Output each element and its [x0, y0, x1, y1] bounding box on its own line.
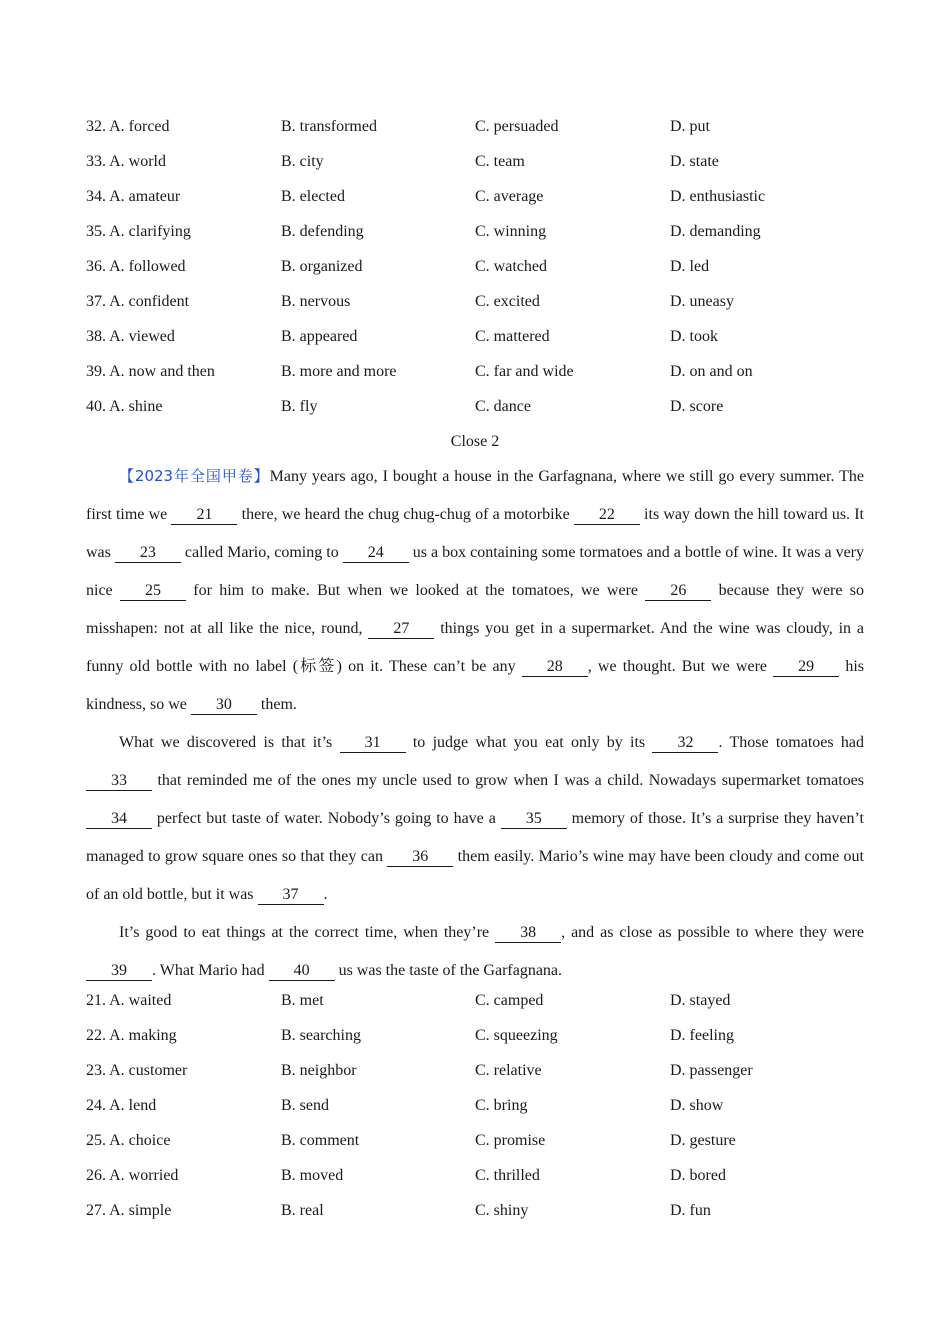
- option-choice: D. bored: [670, 1167, 726, 1184]
- section-title: Close 2: [450, 433, 500, 450]
- answer-blank: 22: [574, 506, 640, 525]
- passage-text: to judge what you eat only by its: [405, 734, 653, 751]
- option-choice: D. state: [670, 153, 719, 170]
- option-choice: D. demanding: [670, 223, 761, 240]
- option-choice: C. thrilled: [475, 1167, 540, 1184]
- option-choice: B. appeared: [281, 328, 358, 345]
- option-row: [86, 222, 866, 257]
- option-row: [86, 327, 866, 362]
- passage-text: . Those tomatoes had: [718, 734, 864, 751]
- option-row: [86, 187, 866, 222]
- option-choice: B. defending: [281, 223, 364, 240]
- passage-text: What we discovered is that it’s: [119, 734, 340, 751]
- top-options-table: [86, 117, 866, 432]
- passage-text: It’s good to eat things at the correct time, when they’re: [119, 924, 496, 941]
- source-tag: 【2023年全国甲卷】: [119, 467, 270, 485]
- answer-blank: 35: [501, 810, 567, 829]
- option-choice: C. squeezing: [475, 1027, 558, 1044]
- bottom-options-table: [86, 991, 866, 1236]
- option-choice: C. persuaded: [475, 118, 559, 135]
- option-choice: B. searching: [281, 1027, 361, 1044]
- option-choice: D. score: [670, 398, 724, 415]
- option-choice: 24. A. lend: [86, 1097, 157, 1114]
- option-row: [86, 1201, 866, 1236]
- answer-blank: 29: [773, 658, 839, 677]
- option-choice: B. comment: [281, 1132, 360, 1149]
- option-choice: C. camped: [475, 992, 544, 1009]
- option-choice: C. dance: [475, 398, 531, 415]
- option-row: [86, 257, 866, 292]
- option-choice: D. uneasy: [670, 293, 734, 310]
- option-choice: C. shiny: [475, 1202, 529, 1219]
- answer-blank: 39: [86, 962, 152, 981]
- answer-blank: 21: [171, 506, 237, 525]
- passage-text: his kindness, so we: [86, 658, 865, 713]
- option-choice: C. excited: [475, 293, 540, 310]
- option-choice: C. mattered: [475, 328, 550, 345]
- passage-text: us was the taste of the Garfagnana.: [334, 962, 563, 979]
- passage-text: , and as close as possible to where they were: [561, 924, 864, 941]
- option-choice: D. on and on: [670, 363, 753, 380]
- option-choice: D. enthusiastic: [670, 188, 766, 205]
- option-row: [86, 292, 866, 327]
- passage-text: them easily. Mario’s wine may have been cloudy and come out of an old bottle, but it was: [86, 848, 864, 903]
- option-row: [86, 362, 866, 397]
- option-choice: D. passenger: [670, 1062, 753, 1079]
- passage-text: perfect but taste of water. Nobody’s going to have a: [152, 810, 501, 827]
- option-choice: B. moved: [281, 1167, 344, 1184]
- option-row: [86, 397, 866, 432]
- option-choice: 22. A. making: [86, 1027, 177, 1044]
- option-choice: D. led: [670, 258, 710, 275]
- option-row: [86, 1166, 866, 1201]
- answer-blank: 27: [368, 620, 434, 639]
- option-choice: C. bring: [475, 1097, 528, 1114]
- answer-blank: 36: [387, 848, 453, 867]
- answer-blank: 24: [343, 544, 409, 563]
- passage-text: .: [323, 886, 328, 903]
- option-choice: B. city: [281, 153, 324, 170]
- passage-text: called Mario, coming to: [180, 544, 343, 561]
- passage-text: Many years ago, I bought a house in the Garfagnana, where we still go every summer. The first time we: [86, 468, 864, 523]
- option-choice: C. average: [475, 188, 544, 205]
- passage-text: there, we heard the chug chug-chug of a motorbike: [237, 506, 574, 523]
- passage-paragraph-1: [86, 457, 864, 724]
- option-choice: B. real: [281, 1202, 324, 1219]
- option-choice: 25. A. choice: [86, 1132, 171, 1149]
- option-choice: 21. A. waited: [86, 992, 172, 1009]
- option-choice: D. took: [670, 328, 718, 345]
- option-choice: B. transformed: [281, 118, 377, 135]
- option-choice: B. met: [281, 992, 324, 1009]
- passage-text: . What Mario had: [152, 962, 269, 979]
- answer-blank: 30: [191, 696, 257, 715]
- option-choice: D. stayed: [670, 992, 731, 1009]
- option-choice: 35. A. clarifying: [86, 223, 191, 240]
- passage-paragraph-2: [86, 724, 864, 914]
- answer-blank: 38: [495, 924, 561, 943]
- passage-text: because they were so misshapen: not at all like the nice, round,: [86, 582, 865, 637]
- option-choice: 32. A. forced: [86, 118, 170, 135]
- answer-blank: 33: [86, 772, 152, 791]
- option-row: [86, 1026, 866, 1061]
- option-choice: 26. A. worried: [86, 1167, 179, 1184]
- answer-blank: 25: [120, 582, 186, 601]
- option-choice: 33. A. world: [86, 153, 166, 170]
- passage-text: them.: [256, 696, 297, 713]
- option-choice: B. neighbor: [281, 1062, 357, 1079]
- option-choice: C. winning: [475, 223, 547, 240]
- option-choice: 23. A. customer: [86, 1062, 188, 1079]
- option-choice: C. team: [475, 153, 525, 170]
- passage: [86, 457, 864, 990]
- passage-text: memory of those. It’s a surprise they haven’t managed to grow square ones so that they can: [86, 810, 865, 865]
- option-choice: B. nervous: [281, 293, 351, 310]
- option-choice: B. fly: [281, 398, 318, 415]
- option-choice: D. put: [670, 118, 710, 135]
- option-choice: 38. A. viewed: [86, 328, 175, 345]
- option-choice: C. far and wide: [475, 363, 574, 380]
- option-choice: D. fun: [670, 1202, 711, 1219]
- option-row: [86, 991, 866, 1026]
- option-choice: 40. A. shine: [86, 398, 163, 415]
- option-choice: B. more and more: [281, 363, 397, 380]
- option-row: [86, 1061, 866, 1096]
- option-choice: C. relative: [475, 1062, 542, 1079]
- option-choice: C. promise: [475, 1132, 546, 1149]
- passage-paragraph-3: [86, 914, 864, 990]
- option-choice: B. elected: [281, 188, 345, 205]
- option-choice: D. gesture: [670, 1132, 736, 1149]
- option-choice: D. show: [670, 1097, 724, 1114]
- option-row: [86, 1096, 866, 1131]
- answer-blank: 31: [340, 734, 406, 753]
- option-choice: C. watched: [475, 258, 547, 275]
- option-choice: D. feeling: [670, 1027, 734, 1044]
- option-choice: 39. A. now and then: [86, 363, 215, 380]
- answer-blank: 34: [86, 810, 152, 829]
- option-row: [86, 152, 866, 187]
- answer-blank: 28: [522, 658, 588, 677]
- answer-blank: 40: [269, 962, 335, 981]
- passage-text: for him to make. But when we looked at the tomatoes, we were: [185, 582, 646, 599]
- passage-text: us a box containing some tormatoes and a bottle of wine. It was a very nice: [86, 544, 864, 599]
- option-choice: 36. A. followed: [86, 258, 186, 275]
- answer-blank: 26: [645, 582, 711, 601]
- passage-text: that reminded me of the ones my uncle used to grow when I was a child. Nowadays supermarket tomatoes: [152, 772, 864, 789]
- option-row: [86, 1131, 866, 1166]
- passage-text: its way down the hill toward us. It was: [86, 506, 864, 561]
- passage-text: things you get in a supermarket. And the wine was cloudy, in a funny old bottle with no label (标签) on it. These can’t be any: [86, 620, 865, 675]
- passage-text: , we thought. But we were: [587, 658, 774, 675]
- answer-blank: 23: [115, 544, 181, 563]
- option-choice: 34. A. amateur: [86, 188, 181, 205]
- option-choice: 27. A. simple: [86, 1202, 172, 1219]
- answer-blank: 37: [258, 886, 324, 905]
- option-choice: B. send: [281, 1097, 329, 1114]
- option-row: [86, 117, 866, 152]
- option-choice: 37. A. confident: [86, 293, 190, 310]
- option-choice: B. organized: [281, 258, 363, 275]
- answer-blank: 32: [652, 734, 718, 753]
